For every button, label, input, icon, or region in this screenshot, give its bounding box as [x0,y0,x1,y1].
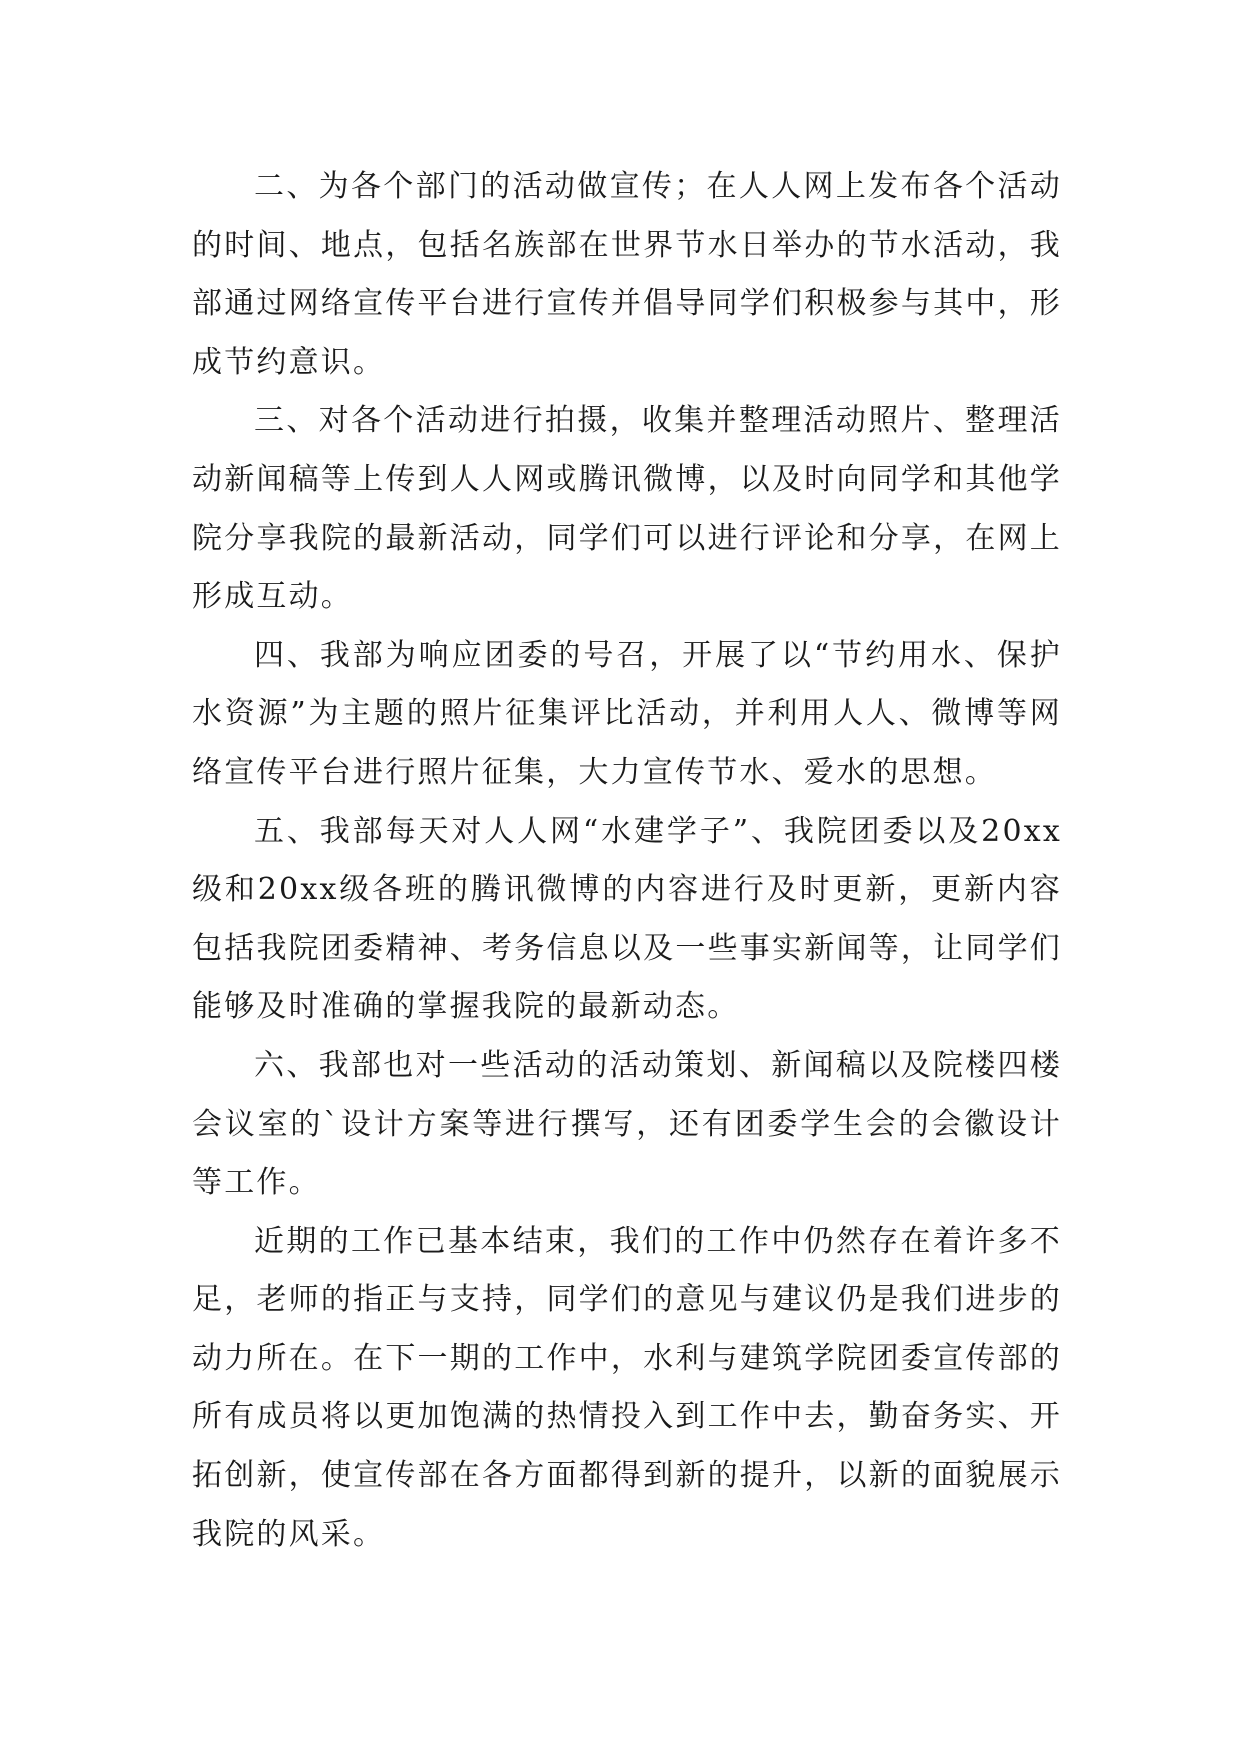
paragraph-conclusion: 近期的工作已基本结束，我们的工作中仍然存在着许多不足，老师的指正与支持，同学们的意见与建议仍是我们进步的动力所在。在下一期的工作中，水利与建筑学院团委宣传部的所有成员将以更加饱满的热情投入到工作中去，勤奋务实、开拓创新，使宣传部在各方面都得到新的提升，以新的面貌展示我院的风采。 [192,1223,1062,1552]
paragraph-publicity: 二、为各个部门的活动做宣传；在人人网上发布各个活动的时间、地点，包括名族部在世界节水日举办的节水活动，我部通过网络宣传平台进行宣传并倡导同学们积极参与其中，形成节约意识。 [192,169,1062,380]
paragraph-photo-contest: 四、我部为响应团委的号召，开展了以“节约用水、保护水资源”为主题的照片征集评比活动，并利用人人、微博等网络宣传平台进行照片征集，大力宣传节水、爱水的思想。 [192,637,1062,790]
paragraph-photography: 三、对各个活动进行拍摄，收集并整理活动照片、整理活动新闻稿等上传到人人网或腾讯微博，以及时向同学和其他学院分享我院的最新活动，同学们可以进行评论和分享，在网上形成互动。 [192,403,1062,615]
paragraph-daily-updates: 五、我部每天对人人网“水建学子”、我院团委以及20xx级和20xx级各班的腾讯微博的内容进行及时更新，更新内容包括我院团委精神、考务信息以及一些事实新闻等，让同学们能够及时准确的掌握我院的最新动态。 [192,813,1062,1025]
paragraph-writing-design: 六、我部也对一些活动的活动策划、新闻稿以及院楼四楼会议室的`设计方案等进行撰写，还有团委学生会的会徽设计等工作。 [192,1047,1062,1201]
document-body [192,158,1062,1564]
